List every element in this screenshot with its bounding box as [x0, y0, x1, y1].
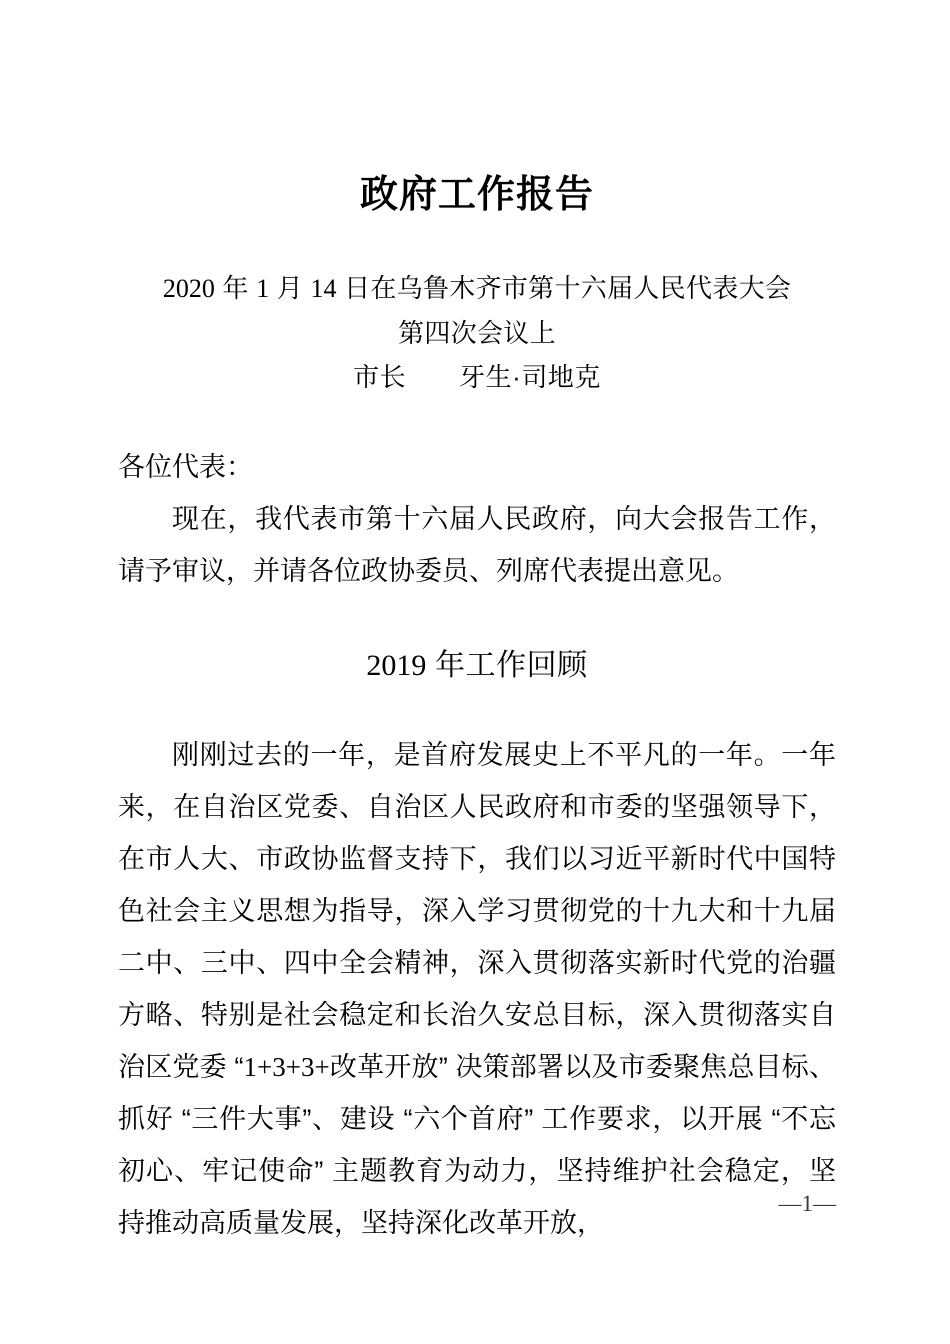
salutation: 各位代表：: [118, 452, 253, 482]
subtitle-session: 第四次会议上: [398, 318, 556, 348]
intro-paragraph: 现在，我代表市第十六届人民政府，向大会报告工作，请予审议，并请各位政协委员、列席代表提出意见。: [118, 504, 836, 586]
page-number-footer: —1—: [778, 1191, 836, 1216]
section-heading: 2019 年工作回顾: [366, 649, 588, 682]
page-title: 政府工作报告: [359, 174, 594, 216]
subtitle-block: [118, 218, 836, 399]
body-paragraph: 刚刚过去的一年，是首府发展史上不平凡的一年。一年来，在自治区党委、自治区人民政府和市委的坚强领导下，在市人大、市政协监督支持下，我们以习近平新时代中国特色社会主义思想为指导，深入学习贯彻党的十九大和十九届二中、三中、四中全会精神，深入贯彻落实新时代党的治疆方略、特别是社会稳定和长治久安总目标，深入贯彻落实自治区党委 “1+3+3+改革开放” 决策部署以及市委聚焦总目标、抓好 “三件大事”、建设 “六个首府” 工作要求，以开展 “不忘初心、牢记使命” 主题教育为动力，坚持维护社会稳定，坚持推动高质量发展，坚持深化改革开放，: [118, 740, 836, 1238]
document-content: [118, 0, 836, 1249]
subtitle-date-venue: 2020 年 1 月 14 日在乌鲁木齐市第十六届人民代表大会: [162, 273, 792, 303]
subtitle-author: 市长 牙生·司地克: [353, 362, 601, 392]
